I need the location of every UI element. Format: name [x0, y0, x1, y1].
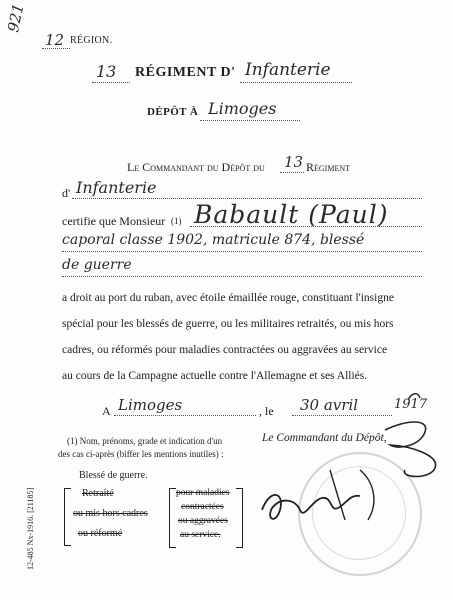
certify-text: certifie que Monsieur [62, 214, 166, 228]
regiment-prefix: RÉGIMENT D' [135, 65, 236, 80]
body-line-2: spécial pour les blessés de guerre, ou les militaires retraités, ou mis hors [62, 318, 394, 330]
footnote-maladies-1: pour maladies [176, 488, 230, 498]
signature-title: Le Commandant du Dépôt, [262, 432, 387, 444]
person-name: Babault (Paul) [194, 200, 389, 229]
footnote-line-2: des cas ci-après (biffer les mentions inutiles) : [58, 449, 224, 459]
footnote-option-reformed: ou réformé [78, 528, 123, 539]
date-value: 30 avril [300, 396, 359, 414]
region-label: RÉGION. [70, 35, 113, 46]
body-line-3: cadres, ou réformés pour maladies contractées ou aggravées au service [62, 344, 388, 356]
date-year: 1917 [394, 397, 428, 412]
regiment-arm: Infanterie [245, 60, 331, 80]
corner-number: 921 [4, 1, 28, 34]
body-line-1: a droit au port du ruban, avec étoile émaillée rouge, constituant l'insigne [62, 292, 394, 304]
date-le: , le [259, 404, 274, 418]
date-place: Limoges [118, 396, 183, 414]
region-number: 12 [45, 31, 65, 49]
person-detail-1: caporal classe 1902, matricule 874, blessé [62, 232, 365, 248]
side-print: 12-485 Nx-1916. [21185] [26, 487, 35, 570]
regiment-number: 13 [96, 62, 117, 81]
person-detail-2: de guerre [62, 257, 132, 273]
depot-city: Limoges [208, 99, 277, 118]
commander-suffix: Régiment [306, 160, 350, 174]
arm-prefix: d' [62, 186, 71, 200]
footnote-line-1: (1) Nom, prénoms, grade et indication d'un [67, 436, 223, 446]
footnote-option-hors-cadres: ou mis hors cadres [73, 508, 148, 519]
certify-note-marker: (1) [171, 216, 182, 226]
footnote-maladies-4: au service. [180, 530, 221, 540]
footnote-option-retired: Retraité [82, 488, 114, 499]
commander-text: Le Commandant du Dépôt du [127, 160, 265, 174]
footnote-option-wounded: Blessé de guerre. [79, 470, 148, 481]
footnote-maladies-2: contractées [181, 502, 224, 512]
commander-number: 13 [284, 153, 304, 171]
body-line-4: au cours de la Campagne actuelle contre l'Allemagne et ses Alliés. [62, 370, 368, 382]
depot-prefix: DÉPÔT À [147, 106, 199, 118]
footnote-maladies-3: ou aggravées [178, 516, 228, 526]
arm-value: Infanterie [76, 178, 157, 197]
date-a: A [102, 404, 111, 418]
